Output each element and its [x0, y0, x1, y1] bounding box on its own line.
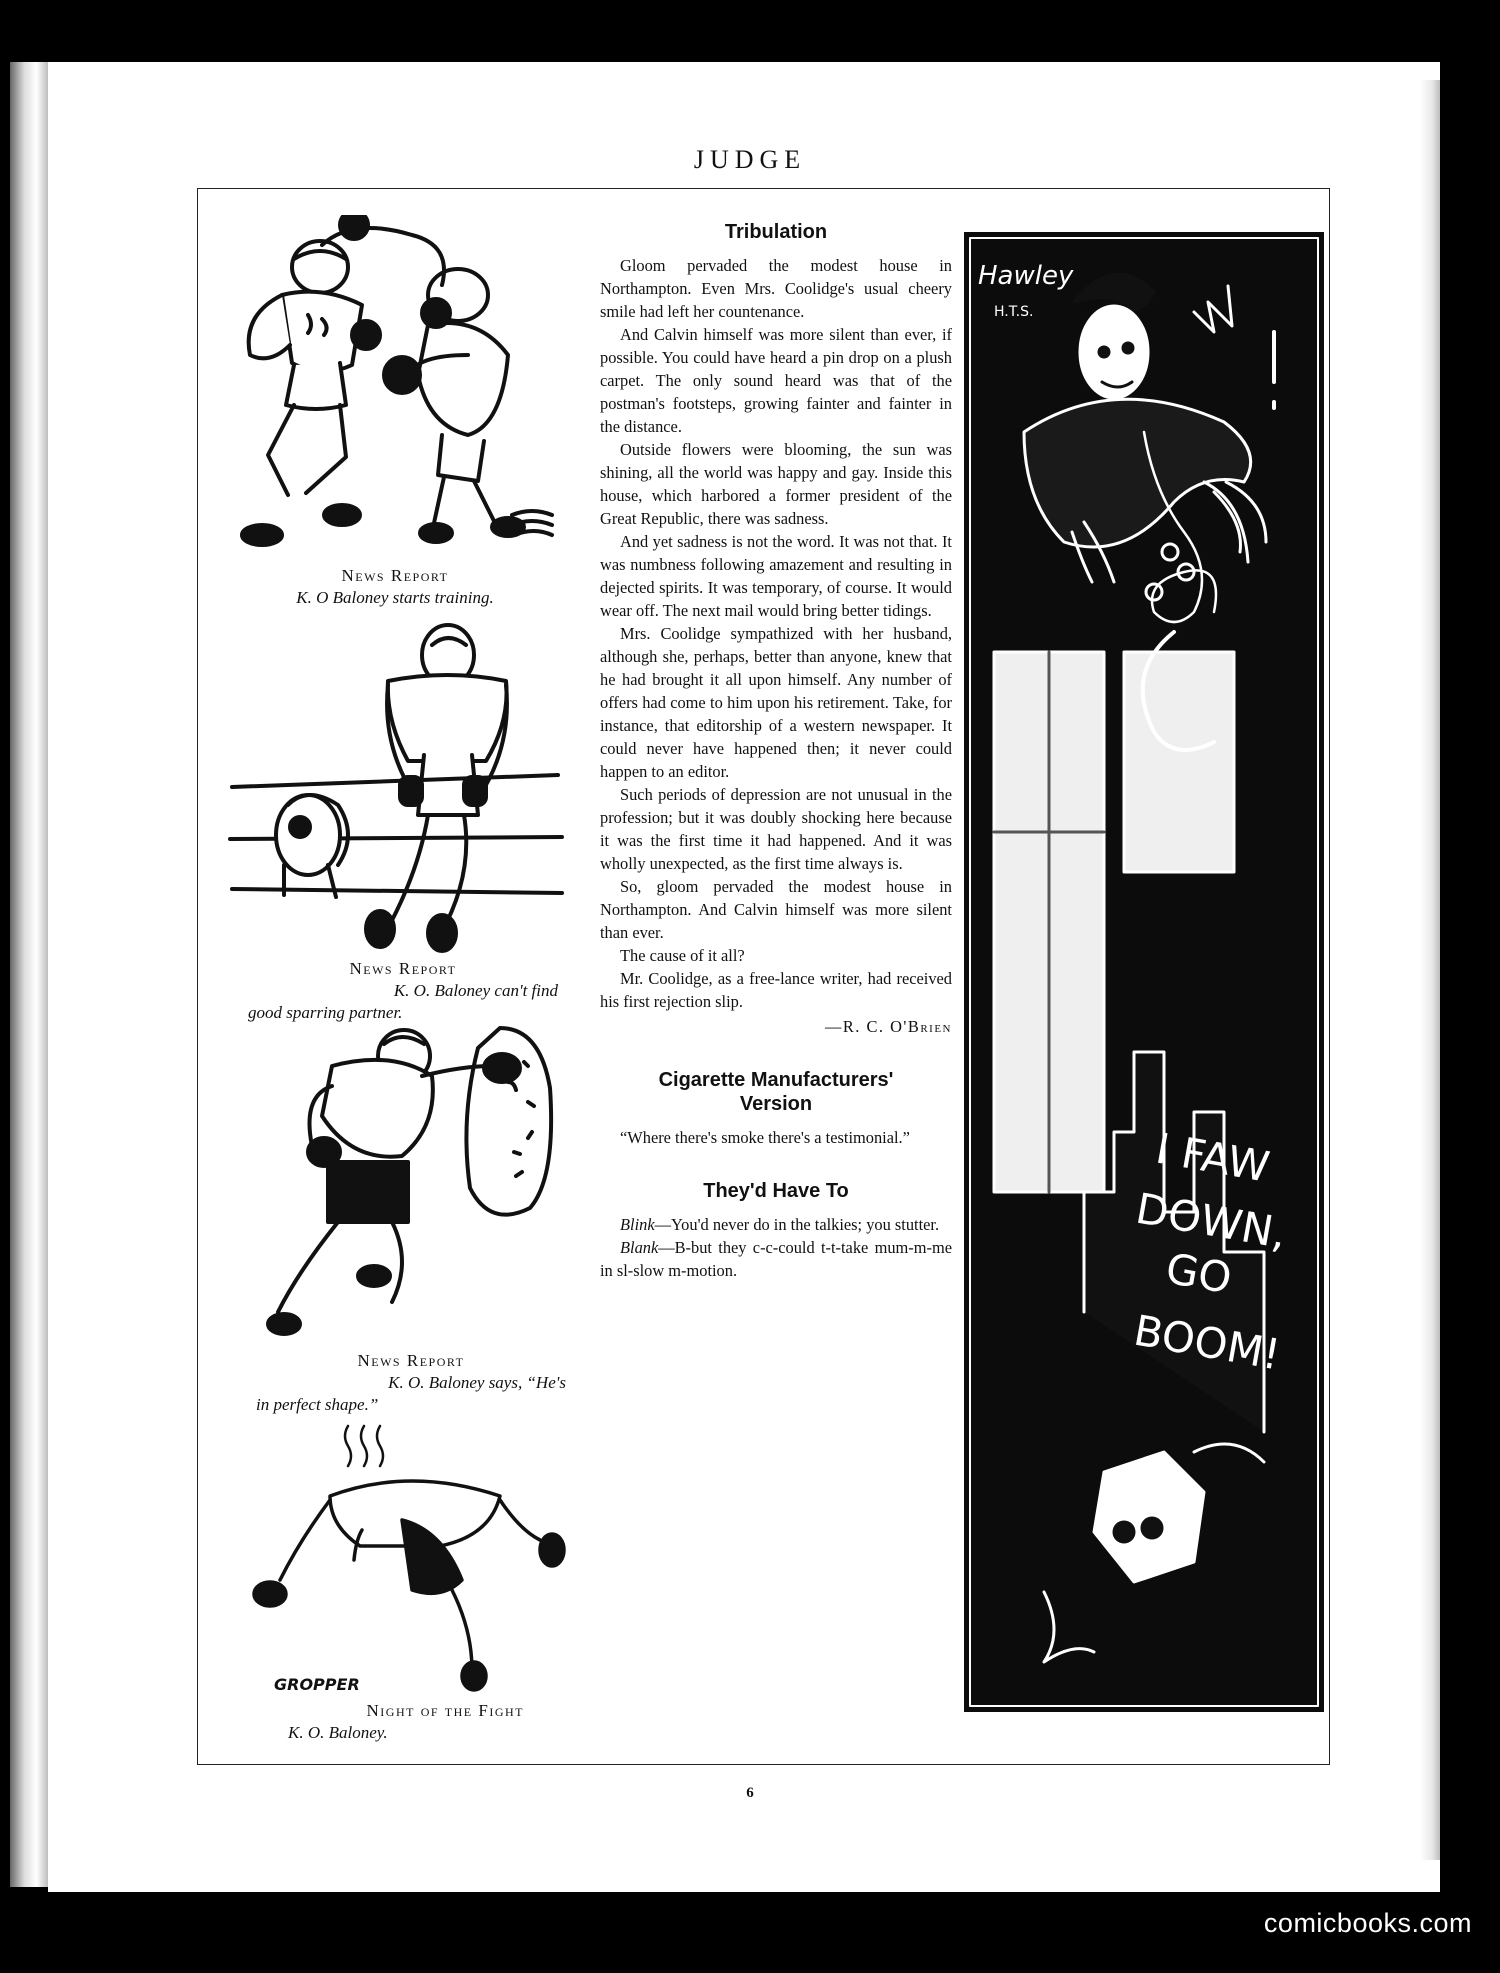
article-paragraph: Mrs. Coolidge sympathized with her husband, although she, perhaps, better than anyone, knew that he had brought it all upon himself. Any number of offers had come to him upon his retirement. Take, for instance, that editorship of a western newspaper. It could never have happened then; it never could happen to an editor.: [600, 624, 952, 781]
article-paragraph: Such periods of depression are not unusual in the profession; but it was doubly shocking here because it was the first time it had happened. And it was wholly unexpected, as the first time always is.: [600, 785, 952, 873]
artist-signature: GROPPER: [274, 1675, 360, 1694]
panel-initials: H.T.S.: [994, 304, 1034, 320]
cartoon-2-heading: News Report: [349, 959, 457, 978]
cartoon-4-heading: Night of the Fight: [366, 1701, 524, 1720]
cartoon-2-caption: [248, 958, 558, 1024]
joke-2-speech-2: —B-but they c-c-could t-t-take mum-m-me in sl-slow m-motion.: [600, 1238, 952, 1280]
cartoon-boxer-in-ring: [228, 615, 568, 955]
panel-signature: Hawley: [978, 261, 1074, 291]
cartoon-3-heading: News Report: [357, 1351, 465, 1370]
article-column: [600, 220, 952, 1282]
cartoon-1-caption: [230, 565, 560, 609]
cartoon-2-text-a: K. O. Baloney can't find: [393, 981, 558, 1000]
joke-1-text: “Where there's smoke there's a testimonial.”: [620, 1128, 910, 1147]
article-paragraph: Mr. Coolidge, as a free-lance writer, had received his first rejection slip.: [600, 969, 952, 1011]
panel-word-4: BOOM!: [1130, 1305, 1284, 1380]
joke-2-speaker-1: Blink: [620, 1215, 655, 1234]
cartoon-3-text-a: K. O. Baloney says, “He's: [388, 1373, 566, 1392]
cartoon-3-text-b: in perfect shape.”: [256, 1395, 379, 1414]
article-paragraph: Outside flowers were blooming, the sun was shining, all the world was happy and gay. Inside this house, which harbored a former president of the Great Republic, there was sadness.: [600, 440, 952, 528]
article-paragraph: And yet sadness is not the word. It was not that. It was numbness following amazement and resulting in dejected spirits. It was temporary, of course. It would wear off. The next mail would bring better tidings.: [600, 532, 952, 620]
cartoon-4-text: K. O. Baloney.: [288, 1723, 388, 1742]
page-number: 6: [746, 1785, 754, 1801]
joke-1-title-line2: Version: [739, 1093, 813, 1115]
panel-word-1: I FAW: [1152, 1123, 1274, 1192]
article-paragraph: Gloom pervaded the modest house in Northampton. Even Mrs. Coolidge's usual cheery smile had left her countenance.: [600, 256, 952, 321]
joke-2-line-1: [600, 1213, 952, 1236]
joke-1-title-line1: Cigarette Manufacturers': [658, 1069, 894, 1091]
cartoon-boxers-training: [222, 215, 562, 560]
cartoon-2-text-b: good sparring partner.: [248, 1003, 403, 1022]
panel-word-2: DOWN,: [1132, 1183, 1291, 1259]
panel-word-3: GO: [1162, 1243, 1236, 1304]
cartoon-1-heading: News Report: [341, 566, 449, 585]
joke-2-speech-1: —You'd never do in the talkies; you stutter.: [654, 1215, 940, 1234]
joke-2-speaker-2: Blank: [620, 1238, 659, 1257]
article-paragraph: The cause of it all?: [620, 946, 745, 965]
joke-1-title: [600, 1068, 952, 1116]
joke-2-line-2: [600, 1236, 952, 1282]
article-paragraph: So, gloom pervaded the modest house in Northampton. And Calvin himself was more silent than ever.: [600, 877, 952, 942]
coolidge-cartoon-panel: [964, 232, 1324, 1712]
article-author: —R. C. O'Brien: [824, 1017, 952, 1036]
joke-2-title: They'd Have To: [703, 1180, 849, 1202]
watermark: comicbooks.com: [1263, 1908, 1472, 1938]
cartoon-4-caption: [284, 1700, 564, 1744]
cartoon-boxer-knocked-out: [252, 1420, 572, 1710]
cartoon-1-text: K. O Baloney starts training.: [296, 588, 494, 607]
cartoon-3-caption: [256, 1350, 566, 1416]
article-paragraph: And Calvin himself was more silent than ever, if possible. You could have heard a pin drop on a plush carpet. The only sound heard was that of the postman's footsteps, growing fainter and fainter in the distance.: [600, 325, 952, 436]
cartoon-boxer-punching-bag: [232, 1022, 572, 1342]
magazine-title: JUDGE: [693, 145, 807, 174]
page-edge: [1420, 80, 1440, 1860]
article-title: Tribulation: [724, 221, 828, 243]
